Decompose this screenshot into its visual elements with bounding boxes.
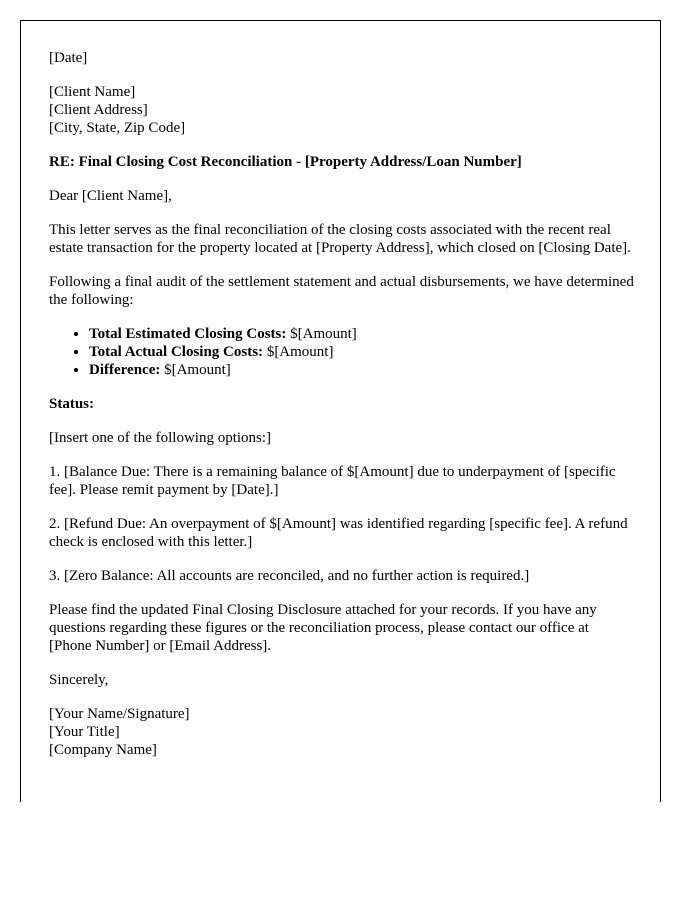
letter-date: [Date] (49, 50, 88, 66)
letter-page (20, 20, 661, 802)
signature-title: [Your Title] (49, 724, 120, 740)
recipient-city-state-zip: [City, State, Zip Code] (49, 120, 186, 136)
recipient-name: [Client Name] (49, 84, 136, 100)
summary-label: Total Actual Closing Costs: (89, 344, 264, 360)
option-zero-balance: 3. [Zero Balance: All accounts are reconciled, and no further action is required.] (49, 568, 530, 584)
signature-company: [Company Name] (49, 742, 157, 758)
recipient-address: [Client Address] (49, 102, 148, 118)
list-item (89, 343, 634, 361)
summary-value: $[Amount] (160, 362, 231, 378)
salutation: Dear [Client Name], (49, 188, 172, 204)
signature-name: [Your Name/Signature] (49, 706, 190, 722)
summary-label: Total Estimated Closing Costs: (89, 326, 287, 342)
list-item (89, 325, 634, 343)
summary-value: $[Amount] (286, 326, 357, 342)
cost-summary-list (49, 325, 634, 379)
closing-paragraph: Please find the updated Final Closing Disclosure attached for your records. If you have any questions regarding these figures or the reconciliation process, please contact our office at [Phone Number] or [Email Address]. (49, 602, 597, 654)
signature-block (49, 705, 634, 759)
sign-off: Sincerely, (49, 672, 109, 688)
subject-line: RE: Final Closing Cost Reconciliation - [Property Address/Loan Number] (49, 154, 522, 170)
summary-label: Difference: (89, 362, 161, 378)
insert-instruction: [Insert one of the following options:] (49, 430, 272, 446)
recipient-block (49, 83, 634, 137)
summary-value: $[Amount] (263, 344, 334, 360)
letter-body (49, 49, 634, 775)
intro-paragraph: This letter serves as the final reconciliation of the closing costs associated with the recent real estate transaction for the property located at [Property Address], which closed on [Closing Date]. (49, 222, 631, 256)
option-refund-due: 2. [Refund Due: An overpayment of $[Amount] was identified regarding [specific fee]. A refund check is enclosed with this letter.] (49, 516, 628, 550)
option-balance-due: 1. [Balance Due: There is a remaining balance of $[Amount] due to underpayment of [specific fee]. Please remit payment by [Date].] (49, 464, 616, 498)
list-item (89, 361, 634, 379)
audit-paragraph: Following a final audit of the settlement statement and actual disbursements, we have determined the following: (49, 274, 634, 308)
status-heading: Status: (49, 396, 95, 412)
